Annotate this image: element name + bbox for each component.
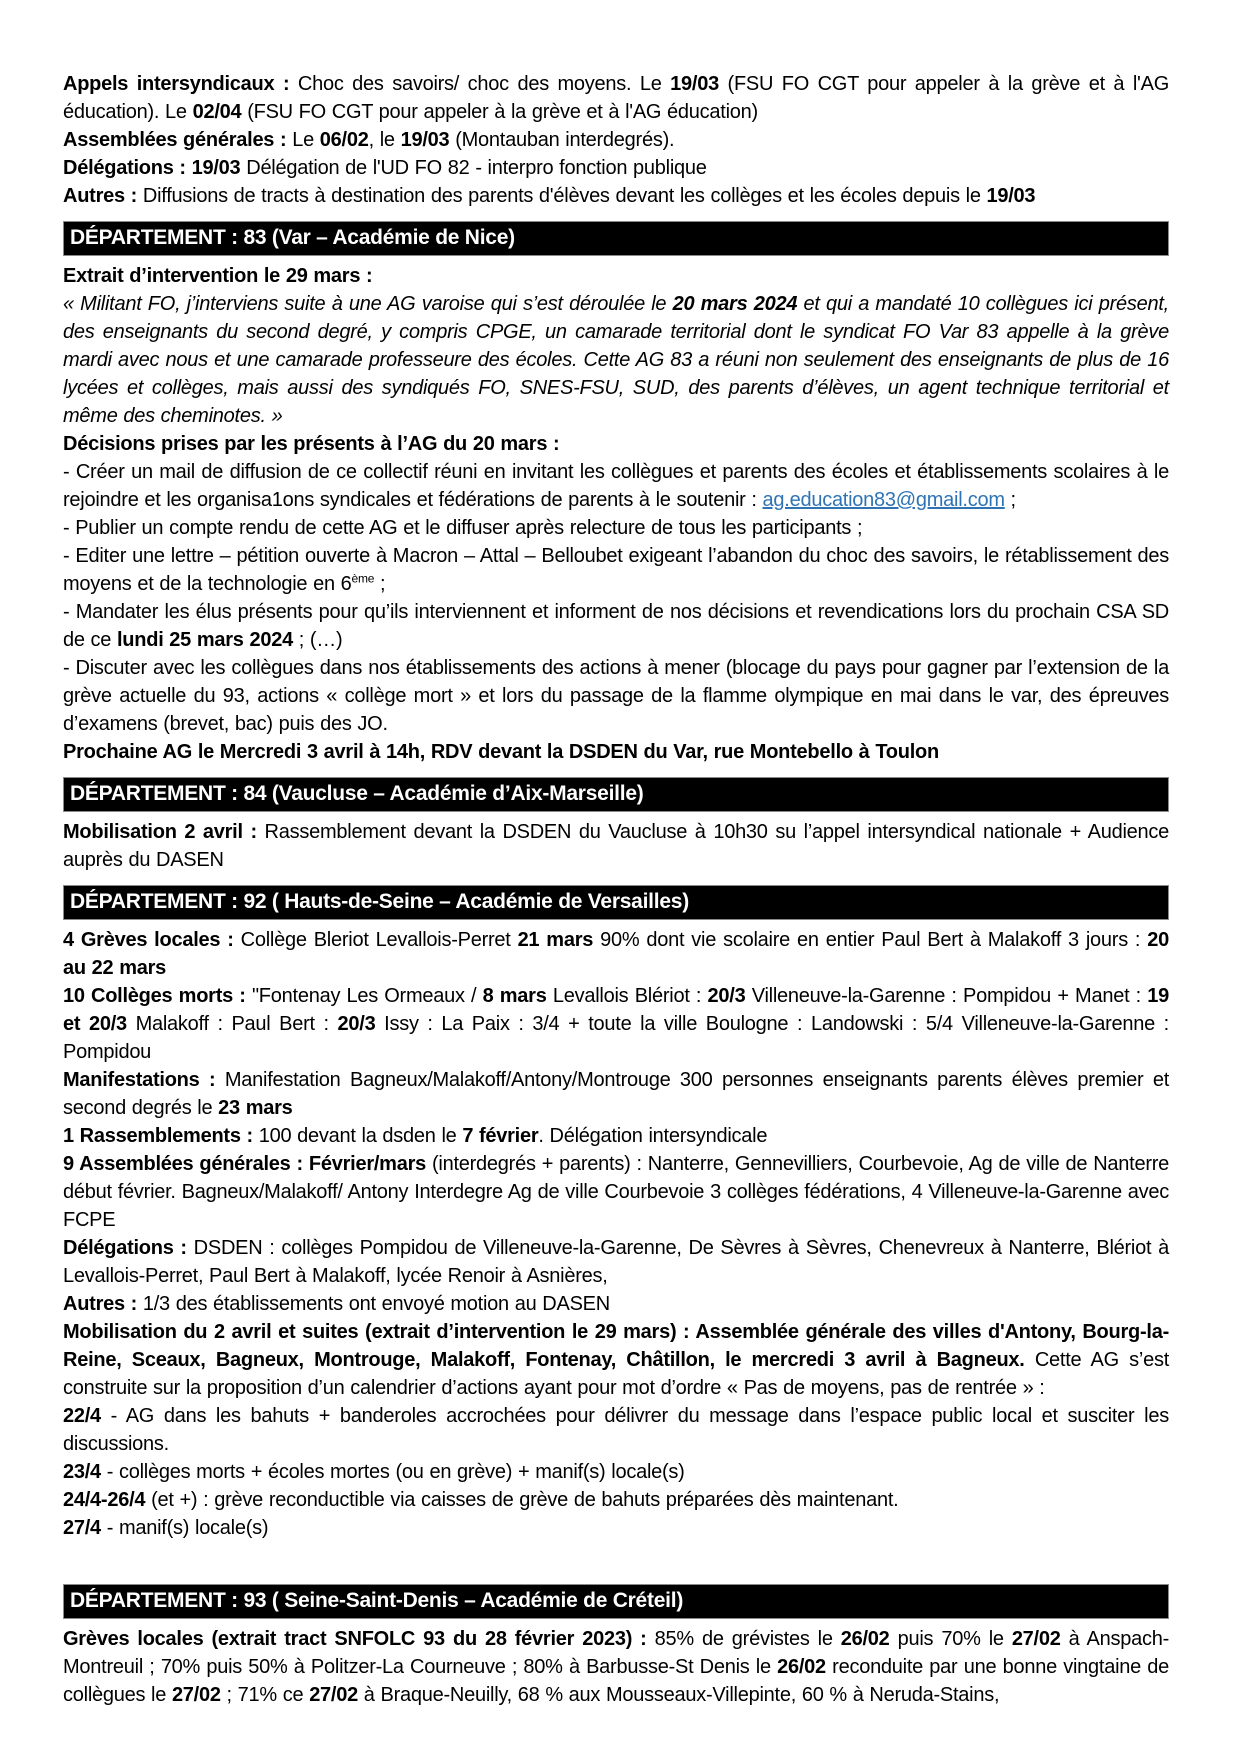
- paragraph: [63, 982, 1169, 1066]
- text-run: puis 70% le: [889, 1628, 1012, 1650]
- text-run: , le: [368, 129, 401, 151]
- text-run: 27/02: [171, 1684, 221, 1706]
- section-header: DÉPARTEMENT : 83 (Var – Académie de Nice): [63, 221, 1169, 256]
- text-run: 100 devant la dsden le: [258, 1125, 463, 1147]
- text-run: Villeneuve-la-Garenne : Pompidou + Manet :: [745, 985, 1148, 1007]
- text-run: 20/3: [337, 1013, 376, 1035]
- text-run: Prochaine AG le Mercredi 3 avril à 14h, RDV devant la DSDEN du Var, rue Montebello à Toulon: [63, 741, 939, 763]
- text-run: - manif(s) locale(s): [100, 1517, 269, 1539]
- paragraph: [63, 1486, 1169, 1514]
- paragraph: [63, 1066, 1169, 1122]
- email-link[interactable]: ag.education83@gmail.com: [762, 489, 1005, 511]
- paragraph: [63, 738, 1169, 766]
- document-content: [63, 70, 1169, 1709]
- paragraph: [63, 1514, 1169, 1542]
- paragraph: [63, 598, 1169, 654]
- paragraph: [63, 1458, 1169, 1486]
- paragraph: [63, 1150, 1169, 1234]
- text-run: ;: [1004, 489, 1016, 511]
- text-run: Manifestations :: [63, 1069, 225, 1091]
- text-run: Diffusions de tracts à destination des parents d'élèves devant les collèges et les écoles depuis le: [142, 185, 987, 207]
- text-run: 06/02: [319, 129, 369, 151]
- text-run: Collège Bleriot Levallois-Perret: [240, 929, 518, 951]
- text-run: 19 et 20/3: [63, 985, 1169, 1035]
- text-run: 19/03: [986, 185, 1036, 207]
- text-run: 27/4: [63, 1517, 101, 1539]
- paragraph: [63, 514, 1169, 542]
- text-run: Grèves locales (extrait tract SNFOLC 93 du 28 février 2023) :: [63, 1628, 655, 1650]
- text-run: - Editer une lettre – pétition ouverte à Macron – Attal – Belloubet exigeant l’abandon du choc des savoirs, le rétablissement des moyens et de la technologie en 6: [63, 545, 1169, 595]
- text-run: Extrait d’intervention le 29 mars :: [63, 265, 373, 287]
- paragraph: [63, 1625, 1169, 1709]
- text-run: Autres :: [63, 1293, 143, 1315]
- text-run: 24/4-26/4: [63, 1489, 146, 1511]
- paragraph: [63, 290, 1169, 430]
- paragraph: [63, 262, 1169, 290]
- text-run: 26/02: [777, 1656, 826, 1678]
- text-run: "Fontenay Les Ormeaux /: [251, 985, 483, 1007]
- text-run: - Discuter avec les collègues dans nos établissements des actions à mener (blocage du pays pour gagner par l’extension de la grève actuelle du 93, actions « collège mort » et lors du passage de la flamme olympique en mai dans le var, des épreuves d’examens (brevet, bac) puis des JO.: [63, 657, 1169, 735]
- text-run: 10 Collèges morts :: [63, 985, 252, 1007]
- text-run: 20/3: [707, 985, 746, 1007]
- text-run: et qui a mandaté 10 collègues ici présent, des enseignants du second degré, y compris CPGE, un camarade territorial dont le syndicat FO Var 83 appelle à la grève mardi avec nous et une camarade professeure des écoles. Cette AG 83 a réuni non seulement des enseignants de plus de 16 lycées et collèges, mais aussi des syndiqués FO, SNES-FSU, SUD, des parents d’élèves, un agent technique territorial et même des cheminotes. »: [63, 293, 1169, 427]
- text-run: - Mandater les élus présents pour qu’ils interviennent et informent de nos décisions et revendications lors du prochain CSA SD de ce: [63, 601, 1169, 651]
- text-run: (FSU FO CGT pour appeler à la grève et à l'AG éducation): [241, 101, 758, 123]
- text-run: 90% dont vie scolaire en entier Paul Bert à Malakoff 3 jours :: [593, 929, 1148, 951]
- text-run: 1/3 des établissements ont envoyé motion au DASEN: [142, 1293, 610, 1315]
- text-run: - Publier un compte rendu de cette AG et le diffuser après relecture de tous les participants ;: [63, 517, 863, 539]
- text-run: 85% de grévistes le: [654, 1628, 841, 1650]
- text-run: (FSU FO CGT pour appeler à la grève et à l'AG éducation). Le: [63, 73, 1170, 123]
- text-run: - collèges morts + écoles mortes (ou en grève) + manif(s) locale(s): [100, 1461, 685, 1483]
- text-run: ; 71% ce: [220, 1684, 310, 1706]
- text-run: Mobilisation du 2 avril et suites (extrait d’intervention le 29 mars) : Assemblée générale des villes d'Antony, Bourg-la-Reine, Sceaux, Bagneux, Montrouge, Malakoff, Fontenay, Châtillon, le mercredi 3 avril à Bagneux.: [63, 1321, 1169, 1371]
- text-run: 8 mars: [482, 985, 547, 1007]
- text-run: Délégations : 19/03: [63, 157, 241, 179]
- text-run: - AG dans les bahuts + banderoles accrochées pour délivrer du message dans l’espace public local et susciter les discussions.: [63, 1405, 1169, 1455]
- text-run: ; (…): [292, 629, 343, 651]
- text-run: Assemblées générales :: [63, 129, 293, 151]
- text-run: DSDEN : collèges Pompidou de Villeneuve-la-Garenne, De Sèvres à Sèvres, Chenevreux à Nanterre, Blériot à Levallois-Perret, Paul Bert à Malakoff, lycée Renoir à Asnières,: [63, 1237, 1169, 1287]
- text-run: (interdegrés + parents) : Nanterre, Gennevilliers, Courbevoie, Ag de ville de Nanterre début février. Bagneux/Malakoff/ Antony Interdegre Ag de ville Courbevoie 3 collèges fédérations, 4 Villeneuve-la-Garenne avec FCPE: [63, 1153, 1170, 1231]
- text-run: 23/4: [63, 1461, 101, 1483]
- text-run: Décisions prises par les présents à l’AG du 20 mars :: [63, 433, 560, 455]
- text-run: 27/02: [1011, 1628, 1061, 1650]
- text-run: Autres :: [63, 185, 143, 207]
- paragraph: [63, 1402, 1169, 1458]
- section-header: DÉPARTEMENT : 84 (Vaucluse – Académie d’Aix-Marseille): [63, 777, 1169, 812]
- paragraph: [63, 70, 1169, 126]
- text-run: Mobilisation 2 avril :: [63, 821, 265, 843]
- paragraph: [63, 654, 1169, 738]
- text-run: Choc des savoirs/ choc des moyens. Le: [297, 73, 671, 95]
- text-run: 21 mars: [517, 929, 594, 951]
- text-run: (Montauban interdegrés).: [449, 129, 675, 151]
- paragraph: [63, 926, 1169, 982]
- text-run: à Braque-Neuilly, 68 % aux Mousseaux-Villepinte, 60 % à Neruda-Stains,: [358, 1684, 1000, 1706]
- text-run: « Militant FO, j’interviens suite à une AG varoise qui s’est déroulée le: [63, 293, 673, 315]
- text-run: 7 février: [462, 1125, 539, 1147]
- text-run: 20 au 22 mars: [63, 929, 1169, 979]
- text-run: 20 mars 2024: [672, 293, 798, 315]
- text-run: . Délégation intersyndicale: [538, 1125, 768, 1147]
- text-run: Délégations :: [63, 1237, 194, 1259]
- text-run: 22/4: [63, 1405, 101, 1427]
- paragraph: [63, 818, 1169, 874]
- paragraph: [63, 458, 1169, 514]
- section-header: DÉPARTEMENT : 93 ( Seine-Saint-Denis – Académie de Créteil): [63, 1584, 1169, 1619]
- paragraph: [63, 154, 1169, 182]
- text-run: 26/02: [840, 1628, 890, 1650]
- text-run: 19/03: [400, 129, 450, 151]
- paragraph: [63, 430, 1169, 458]
- paragraph: [63, 542, 1169, 598]
- text-run: à Anspach-Montreuil ; 70% puis 50% à Politzer-La Courneuve ; 80% à Barbusse-St Denis le: [63, 1628, 1169, 1678]
- text-run: (et +) : grève reconductible via caisses de grève de bahuts préparées dès maintenant.: [145, 1489, 899, 1511]
- text-run: 27/02: [309, 1684, 358, 1706]
- text-run: 9 Assemblées générales : Février/mars: [63, 1153, 432, 1175]
- paragraph: [63, 1122, 1169, 1150]
- text-run: Délégation de l'UD FO 82 - interpro fonction publique: [240, 157, 707, 179]
- paragraph: [63, 182, 1169, 210]
- text-run: Malakoff : Paul Bert :: [126, 1013, 338, 1035]
- text-run: ;: [374, 573, 386, 595]
- text-run: reconduite par une bonne vingtaine de collègues le: [63, 1656, 1170, 1706]
- text-run: Cette AG s’est construite sur la proposition d’un calendrier d’actions ayant pour mot d’ordre « Pas de moyens, pas de rentrée » :: [63, 1349, 1169, 1399]
- text-run: Rassemblement devant la DSDEN du Vaucluse à 10h30 su l’appel intersyndical nationale + Audience auprès du DASEN: [63, 821, 1170, 871]
- section-header: DÉPARTEMENT : 92 ( Hauts-de-Seine – Académie de Versailles): [63, 885, 1169, 920]
- text-run: 1 Rassemblements :: [63, 1125, 259, 1147]
- paragraph: [63, 1234, 1169, 1290]
- paragraph: [63, 1318, 1169, 1402]
- text-run: - Créer un mail de diffusion de ce collectif réuni en invitant les collègues et parents des écoles et établissements scolaires à le rejoindre et les organisa1ons syndicales et fédérations de parents à le soutenir :: [63, 461, 1169, 511]
- text-run: 4 Grèves locales :: [63, 929, 241, 951]
- text-run: lundi 25 mars 2024: [116, 629, 293, 651]
- text-run: 19/03: [670, 73, 719, 95]
- text-run: Levallois Blériot :: [546, 985, 708, 1007]
- text-run: 02/04: [192, 101, 242, 123]
- text-run: Manifestation Bagneux/Malakoff/Antony/Montrouge 300 personnes enseignants parents élèves premier et second degrés le: [63, 1069, 1170, 1119]
- text-run: Issy : La Paix : 3/4 + toute la ville Boulogne : Landowski : 5/4 Villeneuve-la-Garenne : Pompidou: [63, 1013, 1169, 1063]
- text-run: Le: [292, 129, 320, 151]
- paragraph: [63, 1290, 1169, 1318]
- text-run: Appels intersyndicaux :: [63, 73, 298, 95]
- text-run: ème: [351, 571, 375, 586]
- text-run: 23 mars: [218, 1097, 293, 1119]
- paragraph: [63, 126, 1169, 154]
